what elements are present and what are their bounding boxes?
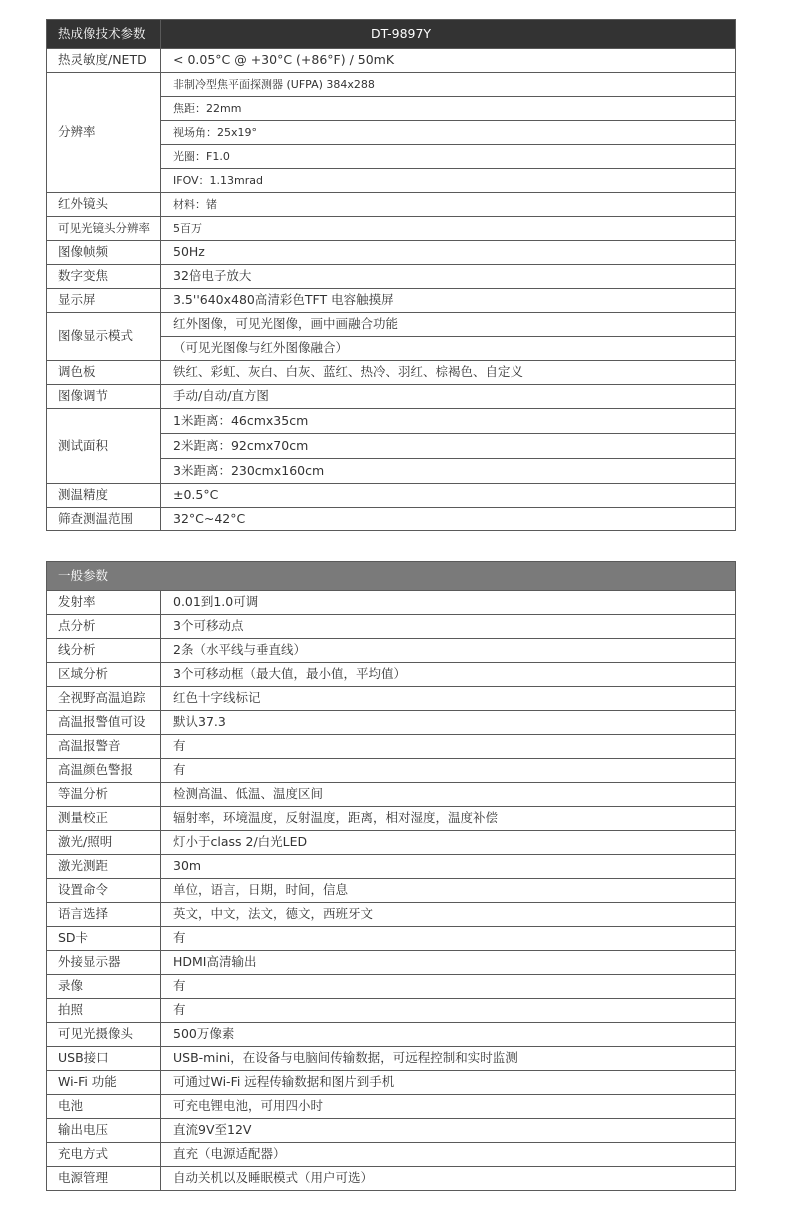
- row-value: 有: [161, 999, 736, 1023]
- row-label: 图像显示模式: [47, 313, 161, 361]
- table-row: [47, 591, 736, 615]
- row-label: 高温报警值可设: [47, 711, 161, 735]
- row-value: 50Hz: [161, 241, 736, 265]
- row-value: 可通过Wi-Fi 远程传输数据和图片到手机: [161, 1071, 736, 1095]
- table-row: [47, 241, 736, 265]
- table-row: [47, 313, 736, 337]
- row-value: USB-mini，在设备与电脑间传输数据，可远程控制和实时监测: [161, 1047, 736, 1071]
- row-value: 3个可移动框（最大值，最小值，平均值）: [161, 663, 736, 687]
- table-row: [47, 951, 736, 975]
- row-label: 充电方式: [47, 1143, 161, 1167]
- row-value: 手动/自动/直方图: [161, 385, 736, 409]
- row-label: 测温精度: [47, 484, 161, 508]
- row-value: 有: [161, 975, 736, 999]
- row-label: 点分析: [47, 615, 161, 639]
- row-value: 32°C~42°C: [161, 508, 736, 531]
- row-value: （可见光图像与红外图像融合）: [161, 337, 736, 361]
- table-row: [47, 1047, 736, 1071]
- row-label: 红外镜头: [47, 193, 161, 217]
- row-value: < 0.05°C @ +30°C (+86°F) / 50mK: [161, 49, 736, 73]
- row-label: 显示屏: [47, 289, 161, 313]
- table-row: [47, 193, 736, 217]
- thermal-header-row: [47, 20, 736, 49]
- row-value: 3个可移动点: [161, 615, 736, 639]
- table-row: [47, 49, 736, 73]
- row-label: 拍照: [47, 999, 161, 1023]
- table-row: [47, 73, 736, 97]
- table-row: [47, 687, 736, 711]
- row-value: 有: [161, 927, 736, 951]
- row-value: 有: [161, 735, 736, 759]
- row-value: 非制冷型焦平面探测器 (UFPA) 384x288: [161, 73, 736, 97]
- table-row: [47, 1023, 736, 1047]
- row-value: IFOV：1.13mrad: [161, 169, 736, 193]
- row-value: 0.01到1.0可调: [161, 591, 736, 615]
- table-row: [47, 508, 736, 531]
- table-row: [47, 385, 736, 409]
- row-label: 可见光摄像头: [47, 1023, 161, 1047]
- row-value: 铁红、彩虹、灰白、白灰、蓝红、热冷、羽红、棕褐色、自定义: [161, 361, 736, 385]
- row-label: 全视野高温追踪: [47, 687, 161, 711]
- table-row: [47, 711, 736, 735]
- row-label: 高温报警音: [47, 735, 161, 759]
- table-row: [47, 663, 736, 687]
- row-label: 线分析: [47, 639, 161, 663]
- row-label: 测试面积: [47, 409, 161, 484]
- table-row: [47, 783, 736, 807]
- table-row: [47, 879, 736, 903]
- row-value: 红色十字线标记: [161, 687, 736, 711]
- row-label: SD卡: [47, 927, 161, 951]
- row-label: USB接口: [47, 1047, 161, 1071]
- row-label: 等温分析: [47, 783, 161, 807]
- row-value: 直流9V至12V: [161, 1119, 736, 1143]
- row-value: 5百万: [161, 217, 736, 241]
- row-value: 直充（电源适配器）: [161, 1143, 736, 1167]
- row-value: 有: [161, 759, 736, 783]
- row-label: 热灵敏度/NETD: [47, 49, 161, 73]
- table-row: [47, 735, 736, 759]
- row-label: 发射率: [47, 591, 161, 615]
- row-label: 区域分析: [47, 663, 161, 687]
- table-row: [47, 1095, 736, 1119]
- table-row: [47, 831, 736, 855]
- row-value: 32倍电子放大: [161, 265, 736, 289]
- table-row: [47, 361, 736, 385]
- row-label: 激光测距: [47, 855, 161, 879]
- table-row: [47, 1143, 736, 1167]
- row-label: 电源管理: [47, 1167, 161, 1191]
- table-row: [47, 903, 736, 927]
- row-value: 500万像素: [161, 1023, 736, 1047]
- table-row: [47, 484, 736, 508]
- general-header-label: 一般参数: [47, 562, 736, 591]
- row-value: 检测高温、低温、温度区间: [161, 783, 736, 807]
- row-value: 默认37.3: [161, 711, 736, 735]
- row-label: Wi-Fi 功能: [47, 1071, 161, 1095]
- row-value: 单位，语言，日期，时间，信息: [161, 879, 736, 903]
- row-label: 激光/照明: [47, 831, 161, 855]
- table-row: [47, 289, 736, 313]
- row-value: 辐射率，环境温度，反射温度，距离，相对湿度，温度补偿: [161, 807, 736, 831]
- thermal-spec-table: [46, 19, 736, 531]
- row-label: 输出电压: [47, 1119, 161, 1143]
- row-label: 分辨率: [47, 73, 161, 193]
- model-number: DT-9897Y: [161, 20, 736, 49]
- table-row: [47, 855, 736, 879]
- row-value: 自动关机以及睡眠模式（用户可选）: [161, 1167, 736, 1191]
- general-spec-table: [46, 561, 736, 1191]
- row-label: 数字变焦: [47, 265, 161, 289]
- thermal-header-label: 热成像技术参数: [47, 20, 161, 49]
- row-value: 灯小于class 2/白光LED: [161, 831, 736, 855]
- row-value: 2条（水平线与垂直线）: [161, 639, 736, 663]
- table-row: [47, 639, 736, 663]
- table-row: [47, 409, 736, 434]
- row-value: 3.5''640x480高清彩色TFT 电容触摸屏: [161, 289, 736, 313]
- table-row: [47, 807, 736, 831]
- row-value: 焦距：22mm: [161, 97, 736, 121]
- table-row: [47, 975, 736, 999]
- row-label: 高温颜色警报: [47, 759, 161, 783]
- table-row: [47, 1119, 736, 1143]
- row-label: 可见光镜头分辨率: [47, 217, 161, 241]
- row-label: 测量校正: [47, 807, 161, 831]
- row-value: 1米距离：46cmx35cm: [161, 409, 736, 434]
- table-row: [47, 759, 736, 783]
- row-label: 图像调节: [47, 385, 161, 409]
- table-row: [47, 217, 736, 241]
- row-value: 3米距离：230cmx160cm: [161, 459, 736, 484]
- row-value: 材料：锗: [161, 193, 736, 217]
- row-label: 筛查测温范围: [47, 508, 161, 531]
- row-value: ±0.5°C: [161, 484, 736, 508]
- row-label: 电池: [47, 1095, 161, 1119]
- row-value: 30m: [161, 855, 736, 879]
- table-row: [47, 1071, 736, 1095]
- row-value: HDMI高清输出: [161, 951, 736, 975]
- row-value: 2米距离：92cmx70cm: [161, 434, 736, 459]
- general-header-row: [47, 562, 736, 591]
- table-row: [47, 927, 736, 951]
- row-value: 可充电锂电池，可用四小时: [161, 1095, 736, 1119]
- row-label: 外接显示器: [47, 951, 161, 975]
- row-label: 录像: [47, 975, 161, 999]
- row-value: 红外图像，可见光图像，画中画融合功能: [161, 313, 736, 337]
- row-value: 英文，中文，法文，德文，西班牙文: [161, 903, 736, 927]
- row-value: 视场角：25x19°: [161, 121, 736, 145]
- row-value: 光圈：F1.0: [161, 145, 736, 169]
- table-row: [47, 265, 736, 289]
- row-label: 设置命令: [47, 879, 161, 903]
- table-row: [47, 999, 736, 1023]
- table-row: [47, 1167, 736, 1191]
- row-label: 图像帧频: [47, 241, 161, 265]
- row-label: 语言选择: [47, 903, 161, 927]
- table-row: [47, 615, 736, 639]
- row-label: 调色板: [47, 361, 161, 385]
